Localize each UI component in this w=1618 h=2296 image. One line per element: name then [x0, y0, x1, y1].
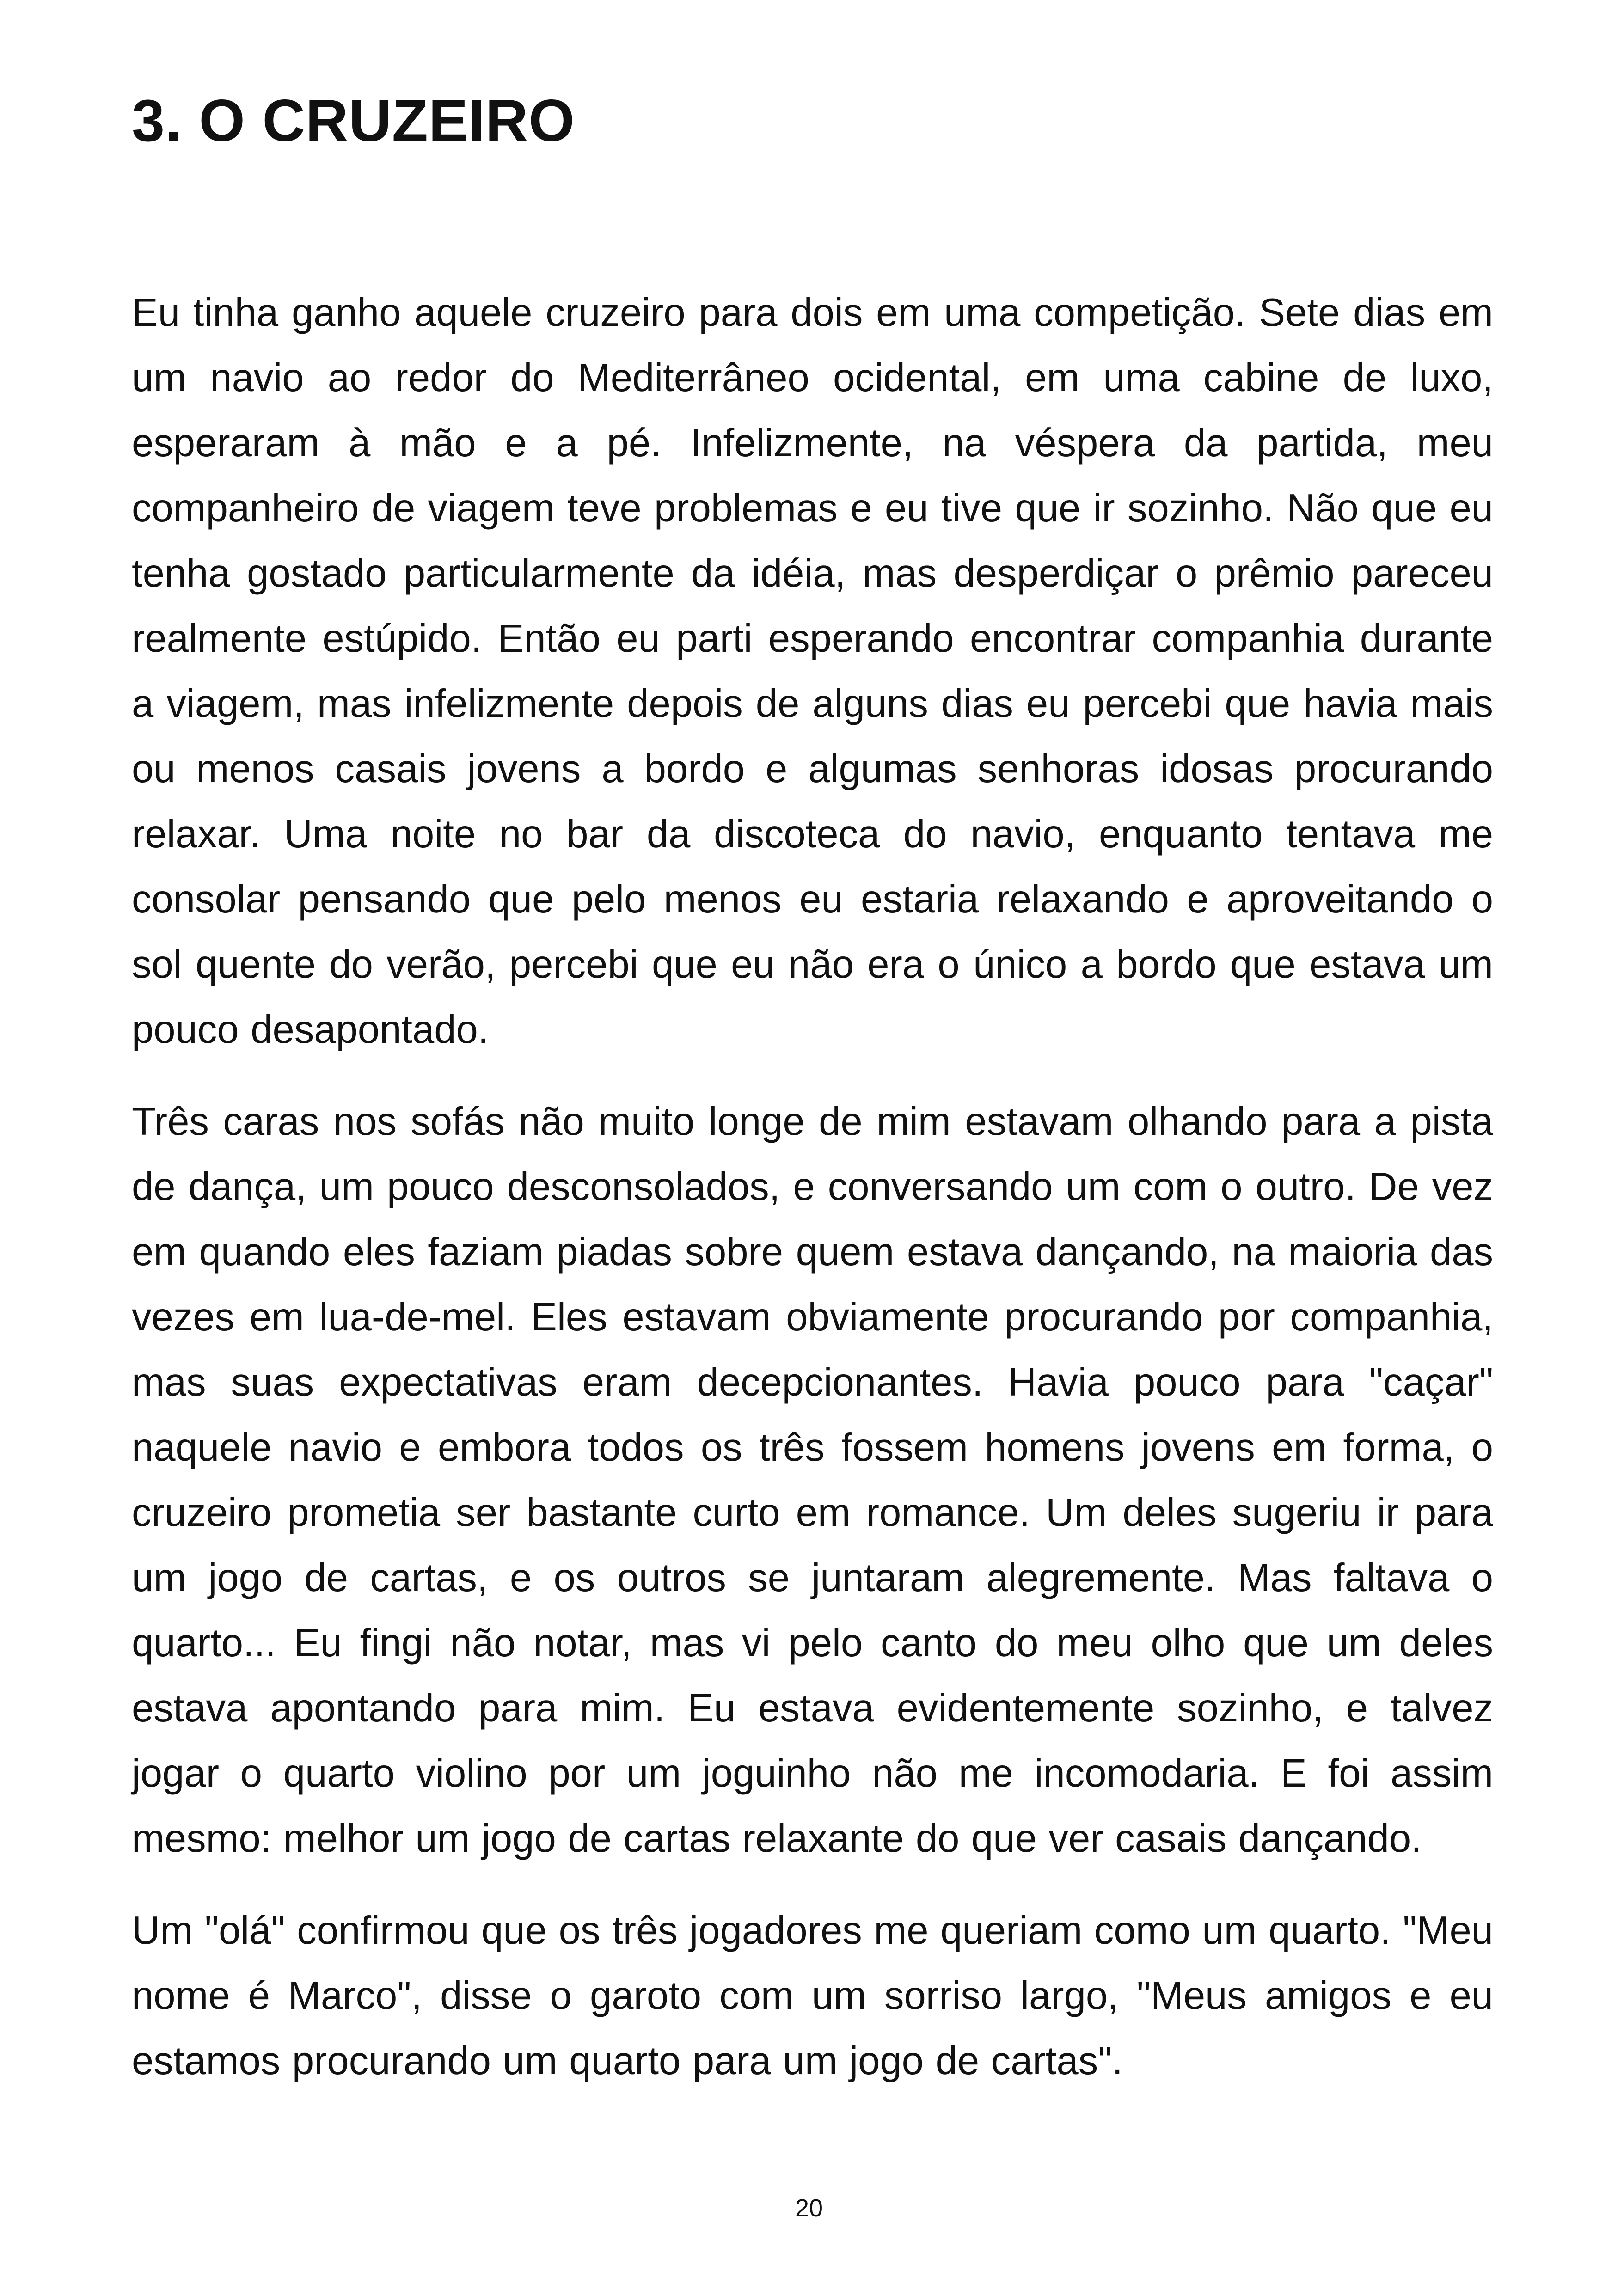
paragraph-3: Um "olá" confirmou que os três jogadores me queriam como um quarto. "Meu nome é Marco", disse o garoto com um sorriso largo, "Meus amigos e eu estamos procurando um quarto para um jogo de cartas".	[132, 1909, 1493, 2083]
chapter-title: 3. O CRUZEIRO	[132, 88, 575, 154]
paragraph-2: Três caras nos sofás não muito longe de mim estavam olhando para a pista de dança, um pouco desconsolados, e conversando um com o outro. De vez em quando eles faziam piadas sobre quem estava dançando, na maioria das vezes em lua-de-mel. Eles estavam obviamente procurando por companhia, mas suas expectativas eram decepcionantes. Havia pouco para "caçar" naquele navio e embora todos os três fossem homens jovens em forma, o cruzeiro prometia ser bastante curto em romance. Um deles sugeriu ir para um jogo de cartas, e os outros se juntaram alegremente. Mas faltava o quarto... Eu fingi não notar, mas vi pelo canto do meu olho que um deles estava apontando para mim. Eu estava evidentemente sozinho, e talvez jogar o quarto violino por um joguinho não me incomodaria. E foi assim mesmo: melhor um jogo de cartas relaxante do que ver casais dançando.	[132, 1100, 1493, 1861]
page-number: 20	[795, 2194, 823, 2222]
body-text	[132, 280, 1493, 2120]
paragraph-1: Eu tinha ganho aquele cruzeiro para dois em uma competição. Sete dias em um navio ao redor do Mediterrâneo ocidental, em uma cabine de luxo, esperaram à mão e a pé. Infelizmente, na véspera da partida, meu companheiro de viagem teve problemas e eu tive que ir sozinho. Não que eu tenha gostado particularmente da idéia, mas desperdiçar o prêmio pareceu realmente estúpido. Então eu parti esperando encontrar companhia durante a viagem, mas infelizmente depois de alguns dias eu percebi que havia mais ou menos casais jovens a bordo e algumas senhoras idosas procurando relaxar. Uma noite no bar da discoteca do navio, enquanto tentava me consolar pensando que pelo menos eu estaria relaxando e aproveitando o sol quente do verão, percebi que eu não era o único a bordo que estava um pouco desapontado.	[132, 291, 1493, 1052]
